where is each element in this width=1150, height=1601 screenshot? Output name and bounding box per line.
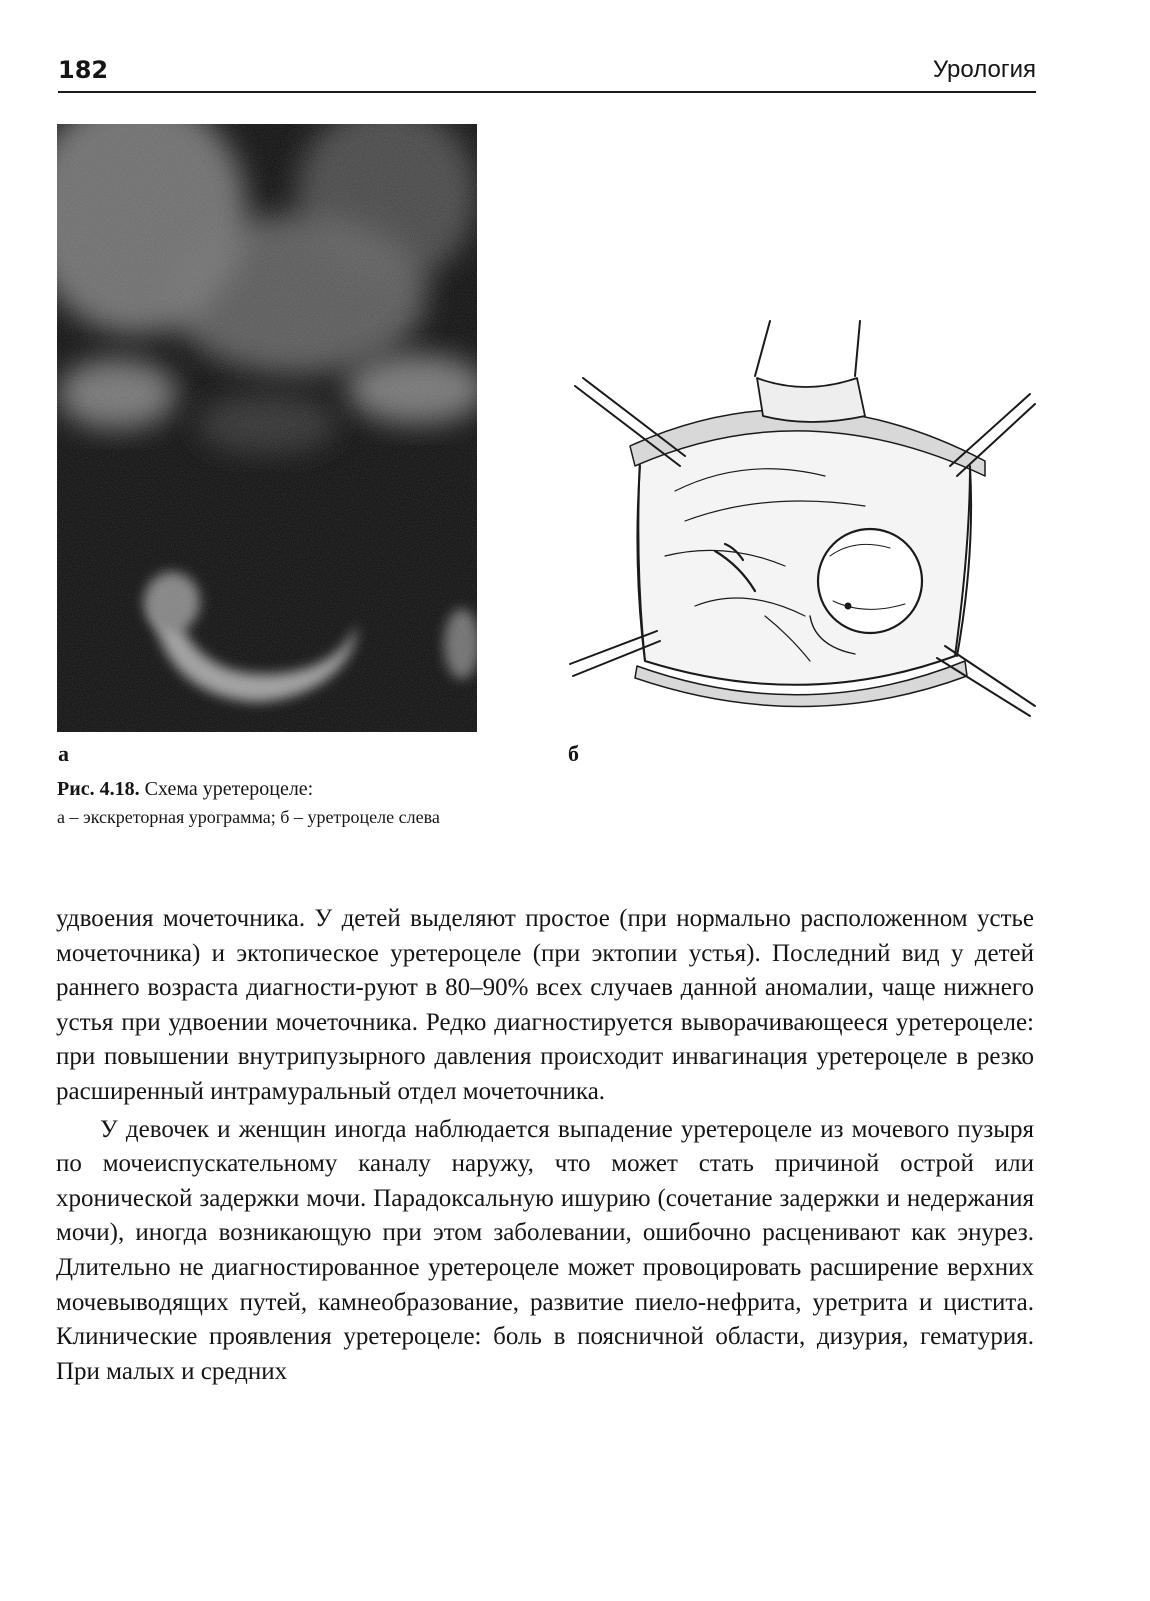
figure-caption bbox=[57, 776, 877, 830]
figure-legend: а – экскреторная урограмма; б – уретроцеле слева bbox=[57, 807, 440, 827]
paragraph-1: удвоения мочеточника. У детей выделяют простое (при нормально расположенном устье мочеточника) и эктопическое уретероцеле (при эктопии устья). Последний вид у детей раннего возраста диагности-руют в 80–90% всех случаев данной аномалии, чаще нижнего устья при удвоении мочеточника. Редко диагностируется выворачивающееся уретероцеле: при повышении внутрипузырного давления происходит инвагинация уретероцеле в резко расширенный интрамуральный отдел мочеточника. bbox=[56, 905, 1034, 1105]
panel-label-b: б bbox=[568, 741, 579, 766]
paragraph-2: У девочек и женщин иногда наблюдается выпадение уретероцеле из мочевого пузыря по мочеиспускательному каналу наружу, что может стать причиной острой или хронической задержки мочи. Парадоксальную ишурию (сочетание задержки и недержания мочи), иногда возникающую при этом заболевании, ошибочно расценивают как энурез. Длительно не диагностированное уретероцеле может провоцировать расширение верхних мочевыводящих путей, камнеобразование, развитие пиело-нефрита, уретрита и цистита. Клинические проявления уретероцеле: боль в поясничной области, дизурия, гематурия. При малых и средних bbox=[56, 1115, 1034, 1385]
excretory-urogram-image bbox=[57, 124, 477, 732]
figure-title: Схема уретероцеле: bbox=[144, 778, 314, 800]
ureterocele-drawing bbox=[565, 316, 1040, 721]
page-number: 182 bbox=[58, 56, 109, 84]
running-head bbox=[58, 55, 1036, 93]
section-title: Урология bbox=[932, 56, 1036, 83]
panel-label-a: а bbox=[58, 741, 69, 766]
body-text bbox=[56, 902, 1034, 1389]
figure-number: Рис. 4.18. bbox=[57, 778, 140, 800]
